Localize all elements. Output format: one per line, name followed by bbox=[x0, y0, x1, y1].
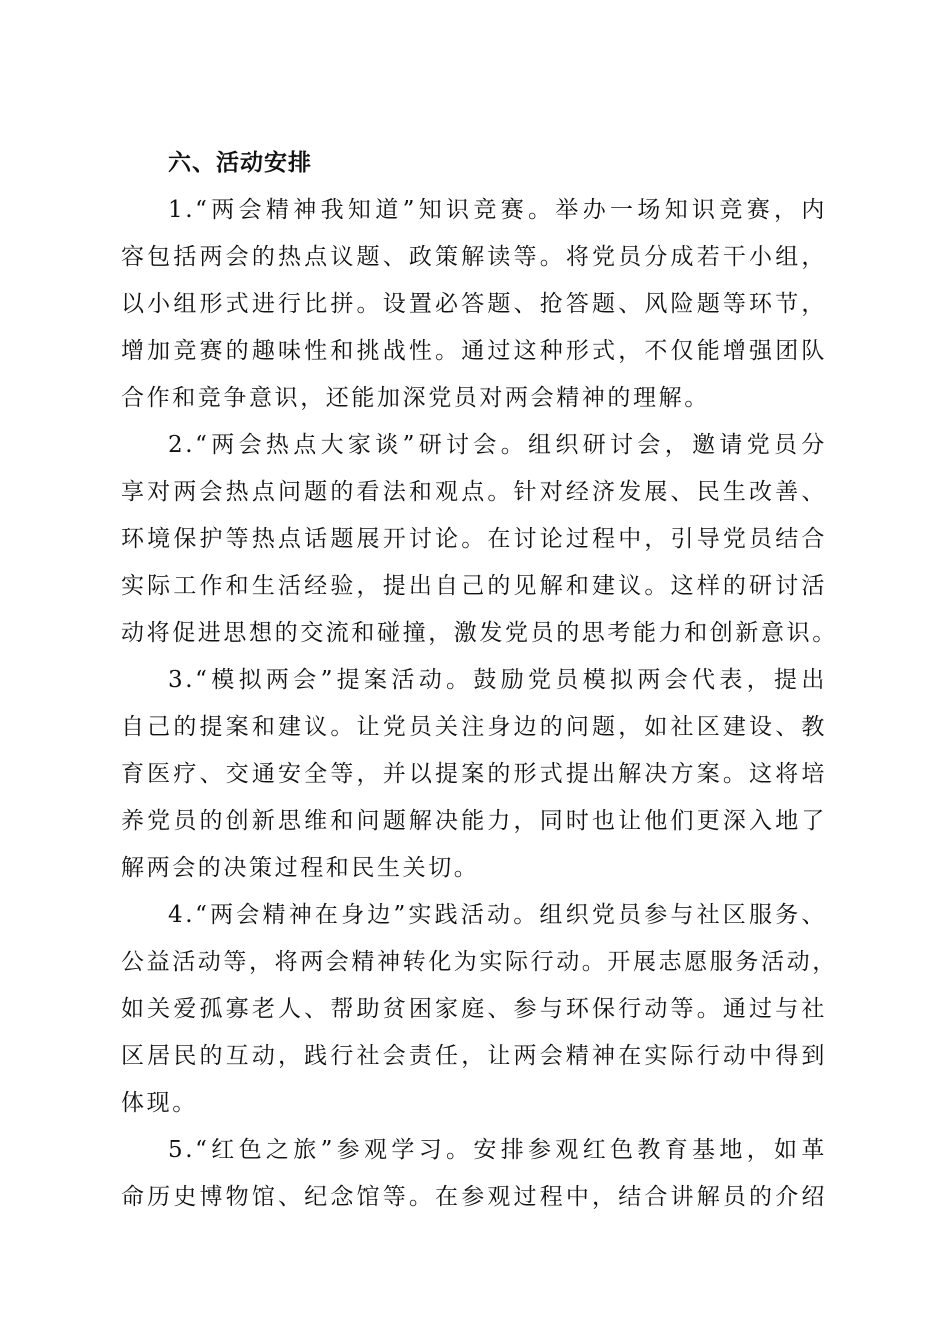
paragraph-line: 增加竞赛的趣味性和挑战性。通过这种形式，不仅能增强团队 bbox=[121, 338, 827, 364]
paragraph-line: 合作和竞争意识，还能加深党员对两会精神的理解。 bbox=[121, 385, 710, 411]
paragraph-line: 2.“两会热点大家谈”研讨会。组织研讨会，邀请党员分 bbox=[168, 432, 827, 458]
paragraph-5 bbox=[121, 1127, 827, 1221]
paragraph-3 bbox=[121, 657, 827, 892]
paragraph-line: 区居民的互动，践行社会责任，让两会精神在实际行动中得到 bbox=[121, 1043, 827, 1069]
paragraph-line: 3.“模拟两会”提案活动。鼓励党员模拟两会代表，提出 bbox=[168, 667, 827, 693]
paragraph-line: 1.“两会精神我知道”知识竞赛。举办一场知识竞赛，内 bbox=[168, 197, 827, 223]
paragraph-line: 公益活动等，将两会精神转化为实际行动。开展志愿服务活动， bbox=[121, 949, 838, 975]
paragraph-line: 体现。 bbox=[121, 1090, 198, 1116]
paragraph-line: 实际工作和生活经验，提出自己的见解和建议。这样的研讨活 bbox=[121, 573, 827, 599]
paragraph-line: 命历史博物馆、纪念馆等。在参观过程中，结合讲解员的介绍 bbox=[121, 1184, 827, 1210]
document-body bbox=[121, 140, 838, 1221]
paragraph-line: 4.“两会精神在身边”实践活动。组织党员参与社区服务、 bbox=[168, 902, 827, 928]
paragraph-2 bbox=[121, 422, 838, 657]
paragraph-line: 养党员的创新思维和问题解决能力，同时也让他们更深入地了 bbox=[121, 808, 827, 834]
paragraph-1 bbox=[121, 187, 827, 422]
section-heading: 六、活动安排 bbox=[168, 150, 312, 176]
paragraph-4 bbox=[121, 892, 838, 1127]
paragraph-line: 容包括两会的热点议题、政策解读等。将党员分成若干小组， bbox=[121, 244, 827, 270]
paragraph-line: 自己的提案和建议。让党员关注身边的问题，如社区建设、教 bbox=[121, 714, 827, 740]
paragraph-line: 享对两会热点问题的看法和观点。针对经济发展、民生改善、 bbox=[121, 479, 827, 505]
paragraph-line: 以小组形式进行比拼。设置必答题、抢答题、风险题等环节， bbox=[121, 291, 827, 317]
paragraph-line: 如关爱孤寡老人、帮助贫困家庭、参与环保行动等。通过与社 bbox=[121, 996, 827, 1022]
paragraph-line: 解两会的决策过程和民生关切。 bbox=[121, 855, 480, 881]
paragraph-line: 动将促进思想的交流和碰撞，激发党员的思考能力和创新意识。 bbox=[121, 620, 838, 646]
paragraph-line: 环境保护等热点话题展开讨论。在讨论过程中，引导党员结合 bbox=[121, 526, 827, 552]
paragraph-line: 5.“红色之旅”参观学习。安排参观红色教育基地，如革 bbox=[168, 1137, 827, 1163]
paragraph-line: 育医疗、交通安全等，并以提案的形式提出解决方案。这将培 bbox=[121, 761, 827, 787]
